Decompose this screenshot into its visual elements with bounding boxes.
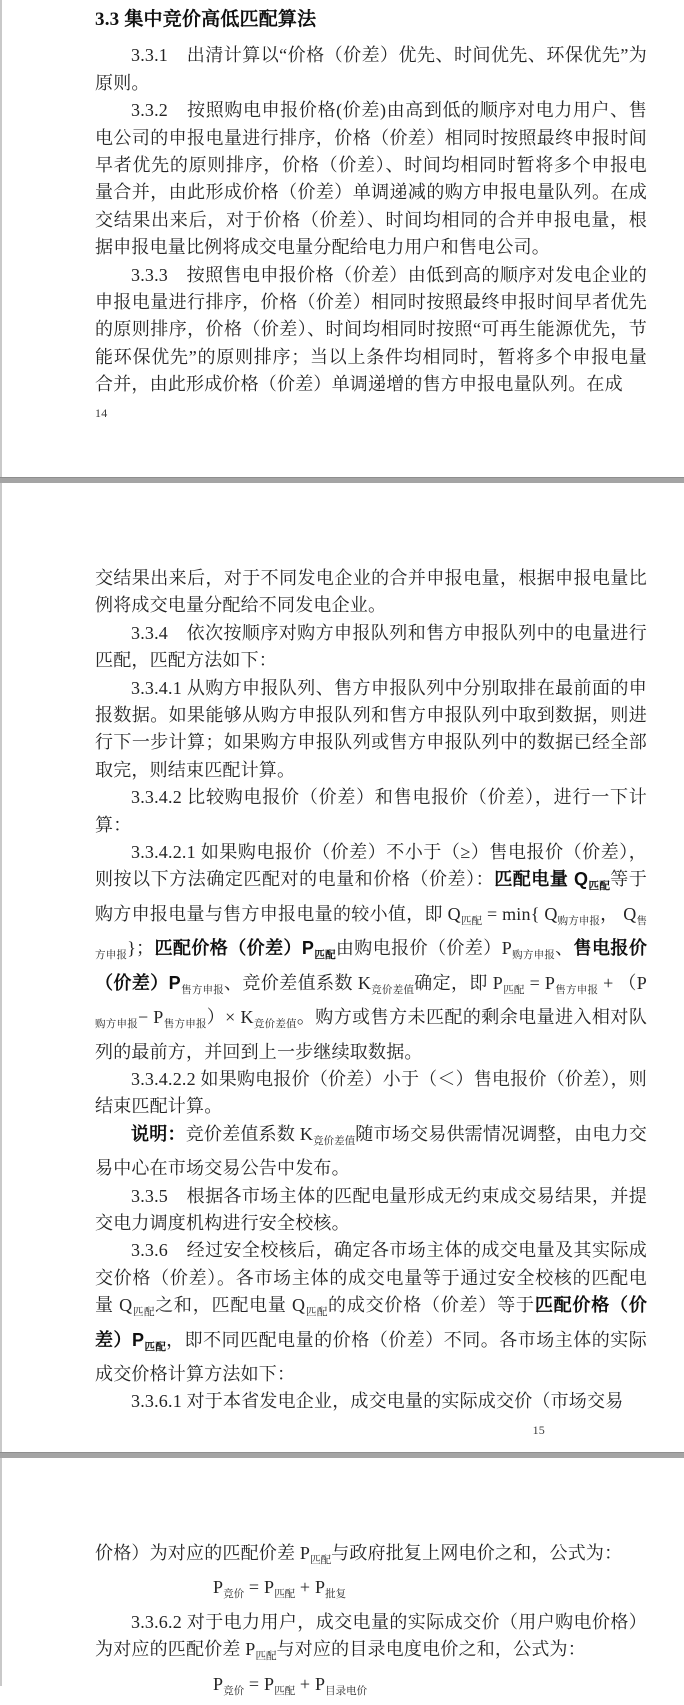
subscript-text: 售方申报 — [163, 1019, 207, 1031]
text-run: 3.3.3 按照售电申报价格（价差）由低到高的顺序对发电企业的申报电量进行排序，价格（价差）相同时按照最终申报时间早者优先的原则排序，价格（价差）、时间均相同时按照“可再生能源优先，节能环保优先”的原则排序；当以上条件均相同时，暂将多个申报电量合并，由此形成价格（价差）单调递增的售方申报电量队列。在成 — [95, 264, 647, 395]
subscript-text: 匹配 — [144, 1340, 167, 1353]
text-run: 3.3.4 依次按顺序对购方申报队列和售方申报队列中的电量进行匹配，匹配方法如下： — [95, 622, 647, 671]
text-run: 。购方或售方未匹配的剩余电量进入相对队列的最前方，并回到上一步继续取数据。 — [95, 1007, 648, 1062]
subscript-text: 匹配 — [502, 984, 525, 996]
text-run: 3.3.2 按照购电申报价格(价差)由高到低的顺序对电力用户、售电公司的申报电量进行排序，价格（价差）相同时按照最终申报时间早者优先的原则排序，价格（价差）、时间均相同时暂将多个申报电量合并，由此形成价格（价差）单调递减的购方申报电量队列。在成交结果出来后，对于价格（价差）、时间均相同的合并申报电量，根据申报电量比例将成交电量分配给电力用户和售电公司。 — [95, 100, 647, 258]
page-content — [95, 565, 647, 1438]
text-run: 售电报价（价差）P — [95, 938, 648, 993]
paragraph — [95, 42, 647, 97]
text-run: 价格）为对应的匹配价差 P — [95, 1543, 311, 1563]
text-run: 交结果出来后，对于不同发电企业的合并申报电量，根据申报电量比例将成交电量分配给不同发电企业。 — [95, 568, 647, 616]
text-run: 3.3.4.2.2 如果购电报价（价差）小于（＜）售电报价（价差），则结束匹配计算。 — [95, 1068, 647, 1117]
paragraph — [95, 1237, 647, 1388]
text-run: 的成交价格（价差）等于 — [328, 1295, 535, 1316]
subscript-text: 购方申报 — [557, 915, 601, 927]
text-run: 随市场交易供需情况调整，由电力交易中心在市场交易公告中发布。 — [95, 1123, 648, 1179]
text-run: 确定，即 P — [414, 972, 503, 993]
text-run: 匹配价格（价差）P — [154, 938, 315, 959]
text-run: − P — [137, 1007, 164, 1028]
subscript-text: 匹配 — [274, 1589, 296, 1601]
text-run: ，即不同匹配电量的价格（价差）不同。各市场主体的实际成交价格计算方法如下： — [95, 1329, 647, 1384]
text-run: 3.3.4.2.1 如果购电报价（价差）不小于（≥）售电报价（价差），则按以下方法确定匹配对的电量和价格（价差）： — [95, 842, 647, 890]
text-run: 3.3.6.2 对于电力用户，成交电量的实际成交价（用户购电价格）为对应的匹配价差 P — [95, 1611, 647, 1660]
text-run: = P — [524, 972, 556, 993]
text-run: 说明： — [131, 1123, 186, 1144]
text-run: 3.3.4.1 从购方申报队列、售方申报队列中分别取排在最前面的申报数据。如果能够从购方申报队列和售方申报队列中取到数据，则进行下一步计算；如果购方申报队列或售方申报队列中的数据已经全部取完，则结束匹配计算。 — [95, 677, 647, 780]
text-run: = min{ Q — [482, 903, 558, 924]
text-run: 之和，匹配电量 Q — [155, 1295, 306, 1316]
document-page-15 — [0, 483, 684, 1452]
text-run: P — [213, 1673, 224, 1694]
text-run: 差）P — [95, 1329, 145, 1350]
text-run: 与对应的目录电度电价之和，公式为： — [276, 1639, 586, 1660]
paragraph — [95, 1121, 647, 1183]
subscript-text: 竞价 — [223, 1589, 245, 1601]
paragraph — [95, 97, 647, 261]
subscript-text: 购方申报 — [95, 1019, 138, 1031]
paragraph — [95, 1066, 647, 1121]
text-run: 14 — [95, 405, 108, 420]
text-run: 3.3.6 经过安全校核后，确定各市场主体的成交电量及其实际成交价格（价差）。各市场主体的成交电量等于通过安全校核的匹配电量 Q — [95, 1240, 647, 1316]
text-run: 匹配电量 Q — [494, 869, 589, 890]
paragraph — [95, 620, 647, 675]
text-run: ， Q — [600, 903, 637, 924]
subscript-text: 批复 — [325, 1589, 347, 1601]
text-run: 3.3 — [95, 9, 125, 30]
subscript-text: 匹配 — [132, 1307, 156, 1319]
text-run: + （P — [598, 972, 647, 993]
subscript-text: 售方申报 — [555, 984, 599, 996]
text-run: 3.3.5 根据各市场主体的匹配电量形成无约束成交易结果，并提交电力调度机构进行安全校核。 — [95, 1185, 647, 1233]
text-run: 等于购方申报电量与售方申报电量的较小值，即 Q — [95, 869, 648, 924]
formula-line — [95, 1671, 647, 1705]
subscript-text: 匹配 — [255, 1651, 277, 1663]
section-heading — [95, 6, 647, 33]
page-number — [95, 406, 647, 421]
text-run: 匹配价格（价 — [534, 1295, 648, 1316]
text-run: ）× K — [206, 1007, 254, 1028]
text-run: = P — [244, 1577, 275, 1598]
paragraph — [95, 1609, 647, 1671]
text-run: + P — [295, 1673, 326, 1694]
paragraph — [95, 1183, 647, 1238]
text-run: + P — [295, 1577, 326, 1598]
paragraph — [95, 1388, 647, 1415]
subscript-text: 竞价 — [223, 1685, 245, 1697]
page-content — [95, 6, 647, 421]
page-number — [95, 1423, 647, 1438]
text-run: 15 — [532, 1422, 545, 1437]
paragraph — [95, 784, 647, 839]
subscript-text: 售方申报 — [95, 915, 648, 962]
text-run: = P — [244, 1673, 275, 1694]
subscript-text: 竞价差值 — [313, 1135, 356, 1147]
paragraph — [95, 675, 647, 785]
subscript-text: 匹配 — [588, 880, 611, 893]
paragraph — [95, 565, 647, 620]
paragraph — [95, 1540, 647, 1574]
text-run: 竞价差值系数 K — [185, 1123, 314, 1144]
subscript-text: 售方申报 — [180, 984, 224, 996]
text-run: 集中竞价高低匹配算法 — [124, 9, 317, 30]
subscript-text: 购方申报 — [511, 950, 556, 962]
document-page-16 — [0, 1458, 684, 1697]
paragraph — [95, 839, 647, 1066]
subscript-text: 竞价差值 — [253, 1019, 297, 1031]
subscript-text: 匹配 — [314, 949, 336, 962]
paragraph — [95, 262, 647, 399]
page-content — [95, 1540, 647, 1705]
document-page-14 — [0, 0, 684, 477]
subscript-text: 匹配 — [305, 1307, 329, 1319]
text-run: 与政府批复上网电价之和，公式为： — [331, 1543, 623, 1563]
formula-line — [95, 1574, 647, 1608]
text-run: 、竞价差值系数 K — [224, 972, 372, 993]
text-run: 3.3.4.2 比较购电报价（价差）和售电报价（价差），进行一下计算： — [95, 787, 647, 835]
subscript-text: 匹配 — [310, 1555, 332, 1566]
subscript-text: 目录电价 — [325, 1685, 368, 1697]
text-run: 3.3.1 出清计算以“价格（价差）优先、时间优先、环保优先”为原则。 — [95, 45, 647, 93]
subscript-text: 匹配 — [274, 1685, 296, 1697]
subscript-text: 竞价差值 — [371, 984, 415, 996]
subscript-text: 匹配 — [460, 915, 483, 927]
text-run: 由购电报价（价差）P — [335, 938, 512, 959]
text-run: 3.3.6.1 对于本省发电企业，成交电量的实际成交价（市场交易 — [131, 1391, 624, 1412]
text-run: }； — [127, 938, 155, 959]
text-run: P — [213, 1577, 224, 1598]
text-run: 、 — [555, 938, 574, 959]
